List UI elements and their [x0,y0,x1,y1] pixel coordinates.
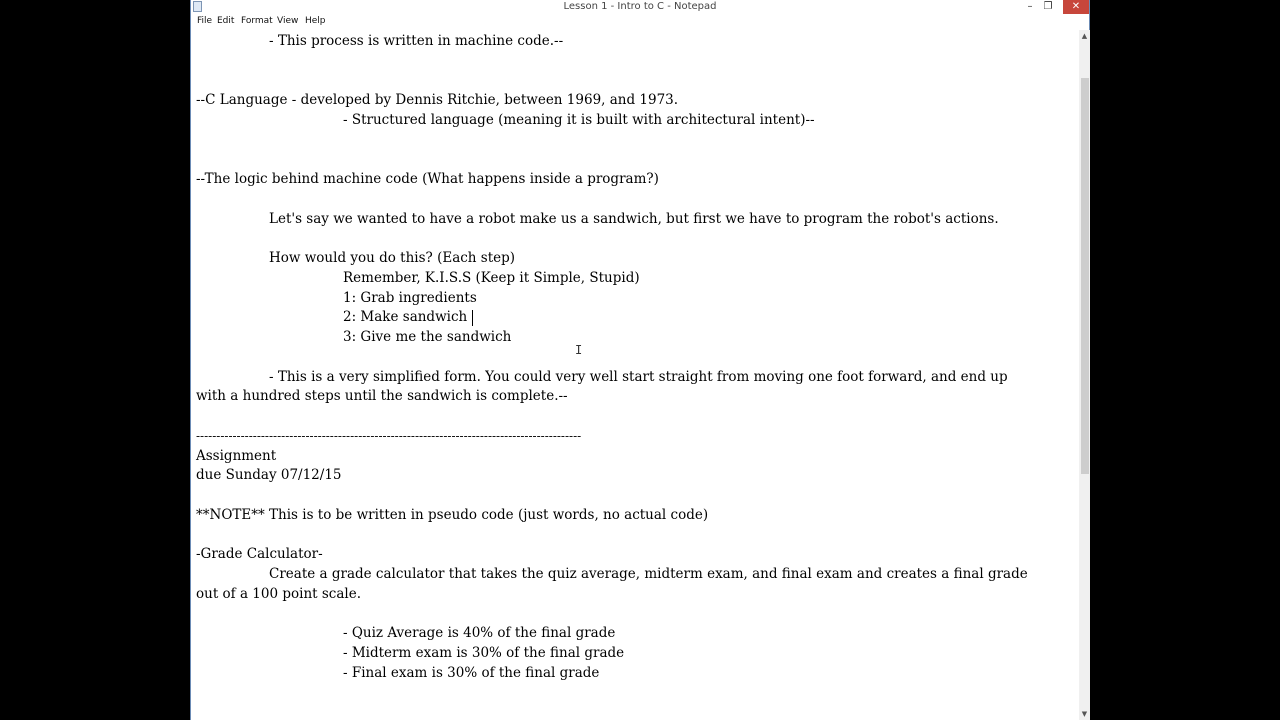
menu-edit[interactable]: Edit [217,16,235,26]
text-line: out of a 100 point scale. [196,586,361,602]
text-line: - Midterm exam is 30% of the final grade [343,645,625,661]
menu-help[interactable]: Help [305,16,326,26]
text-line: - This process is written in machine code.-- [269,33,564,49]
text-line: Assignment [196,448,277,464]
window-title: Lesson 1 - Intro to C - Notepad [563,1,717,12]
text-line: **NOTE** This is to be written in pseudo code (just words, no actual code) [196,507,709,523]
text-line: -Grade Calculator- [196,546,323,562]
text-line: How would you do this? (Each step) [269,250,516,266]
close-button[interactable]: ✕ [1063,0,1089,14]
text-line: 3: Give me the sandwich [343,329,512,345]
maximize-button[interactable]: ❐ [1043,1,1053,12]
menu-view[interactable]: View [277,16,299,26]
ibeam-cursor-icon: I [575,343,583,357]
notepad-window [190,0,1090,720]
menu-file[interactable]: File [197,16,213,26]
text-line: - Final exam is 30% of the final grade [343,665,600,681]
text-line: --The logic behind machine code (What happens inside a program?) [196,171,659,187]
text-line: Let's say we wanted to have a robot make us a sandwich, but first we have to program the robot's actions. [269,211,999,227]
text-line: ----------------------------------------------------------------------------------------------- [196,429,582,443]
text-line: Remember, K.I.S.S (Keep it Simple, Stupid) [343,270,640,286]
text-line: - This is a very simplified form. You could very well start straight from moving one foot forward, and end up [269,369,1008,385]
text-line: 2: Make sandwich [343,309,468,325]
text-line: - Structured language (meaning it is built with architectural intent)-- [343,112,815,128]
text-line: 1: Grab ingredients [343,290,477,306]
vertical-scrollbar[interactable] [1079,30,1090,720]
scrollbar-thumb[interactable] [1081,78,1089,474]
title-bar[interactable] [191,0,1089,16]
text-line: with a hundred steps until the sandwich is complete.-- [196,388,568,404]
scroll-down-arrow-icon[interactable]: ▼ [1081,710,1088,718]
scroll-up-arrow-icon[interactable]: ▲ [1081,32,1088,40]
text-line: - Quiz Average is 40% of the final grade [343,625,616,641]
text-editor[interactable] [191,30,1079,720]
text-line: Create a grade calculator that takes the quiz average, midterm exam, and final exam and creates a final grade [269,566,1028,582]
minimize-button[interactable]: – [1027,1,1033,12]
text-line: due Sunday 07/12/15 [196,467,342,483]
menu-format[interactable]: Format [241,16,273,26]
text-line: --C Language - developed by Dennis Ritchie, between 1969, and 1973. [196,92,679,108]
text-caret [472,310,473,326]
menu-bar [191,15,1089,29]
